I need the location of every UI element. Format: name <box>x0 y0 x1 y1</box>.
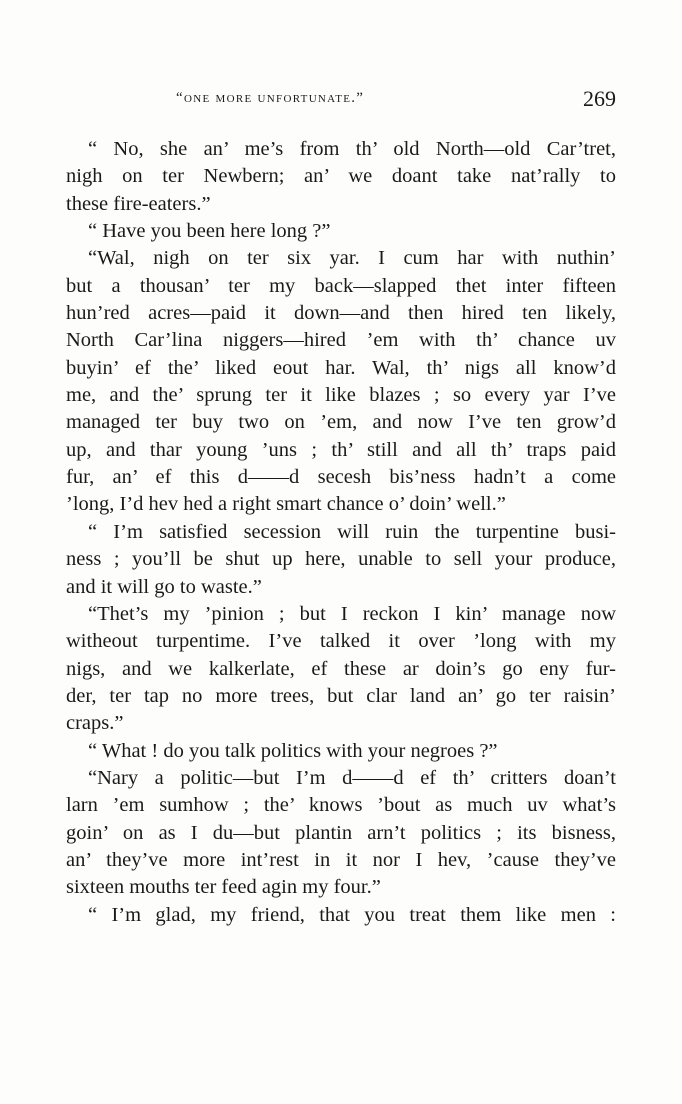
text-line: “ I’m satisfied secession will ruin the turpentine busi- <box>88 520 616 543</box>
text-line: witheout turpentime. I’ve talked it over ’long with my <box>66 630 616 653</box>
text-line: hun’red acres—paid it down—and then hired ten likely, <box>66 302 616 325</box>
text-line: an’ they’ve more int’rest in it nor I hev, ’cause they’ve <box>66 848 616 871</box>
text-line: larn ’em sumhow ; the’ knows ’bout as much uv what’s <box>66 794 616 817</box>
text-line: “ Have you been here long ?” <box>88 220 331 243</box>
text-line: der, ter tap no more trees, but clar land an’ go ter raisin’ <box>66 684 616 707</box>
text-line: “ What ! do you talk politics with your negroes ?” <box>88 739 498 762</box>
text-line: “ I’m glad, my friend, that you treat them like men : <box>88 903 616 926</box>
text-line: “Thet’s my ’pinion ; but I reckon I kin’ manage now <box>88 602 616 625</box>
running-head <box>66 86 616 116</box>
running-title: “one more unfortunate.” <box>176 90 365 106</box>
text-line: fur, an’ ef this d——d secesh bis’ness hadn’t a come <box>66 466 616 489</box>
body-text <box>66 136 616 929</box>
page-number: 269 <box>583 86 616 111</box>
text-line: up, and thar young ’uns ; th’ still and all th’ traps paid <box>66 438 616 461</box>
text-line: nigs, and we kalkerlate, ef these ar doin’s go eny fur- <box>66 657 616 680</box>
text-line: craps.” <box>66 712 124 735</box>
text-line: ness ; you’ll be shut up here, unable to sell your produce, <box>66 548 616 571</box>
text-line: “Nary a politic—but I’m d——d ef th’ critters doan’t <box>88 766 616 789</box>
text-line: managed ter buy two on ’em, and now I’ve ten grow’d <box>66 411 616 434</box>
text-line: but a thousan’ ter my back—slapped thet inter fifteen <box>66 274 616 297</box>
text-line: and it will go to waste.” <box>66 575 262 598</box>
text-line: sixteen mouths ter feed agin my four.” <box>66 876 381 899</box>
text-line: “Wal, nigh on ter six yar. I cum har with nuthin’ <box>88 247 616 270</box>
text-line: “ No, she an’ me’s from th’ old North—old Car’tret, <box>88 138 616 160</box>
text-line: goin’ on as I du—but plantin arn’t politics ; its bisness, <box>66 821 616 844</box>
text-line: buyin’ ef the’ liked eout har. Wal, th’ nigs all know’d <box>66 356 616 379</box>
text-line: nigh on ter Newbern; an’ we doant take nat’rally to <box>66 165 616 188</box>
text-line: these fire-eaters.” <box>66 192 211 215</box>
text-line: North Car’lina niggers—hired ’em with th’ chance uv <box>66 329 616 352</box>
text-line: ’long, I’d hev hed a right smart chance o’ doin’ well.” <box>66 493 506 516</box>
text-line: me, and the’ sprung ter it like blazes ; so every yar I’ve <box>66 384 616 407</box>
